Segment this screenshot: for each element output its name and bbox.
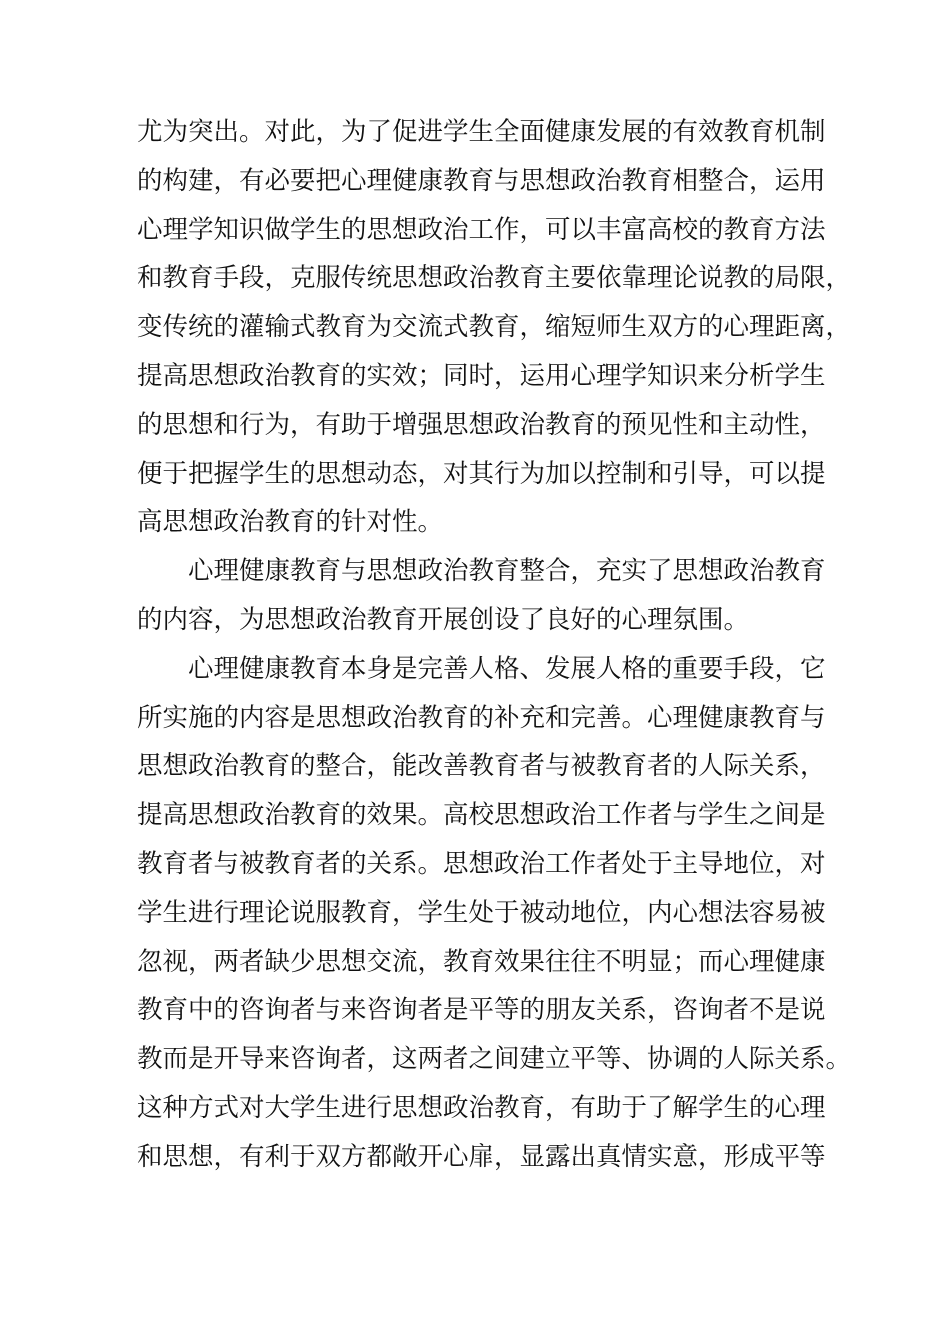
text-line: 提高思想政治教育的效果。高校思想政治工作者与学生之间是 [137, 800, 826, 831]
text-line: 和思想，有利于双方都敞开心扉，显露出真情实意，形成平等 [137, 1141, 826, 1172]
text-line: 的内容，为思想政治教育开展创设了良好的心理氛围。 [137, 604, 750, 635]
text-line: 思想政治教育的整合，能改善教育者与被教育者的人际关系， [137, 751, 826, 782]
body-text [137, 108, 852, 1182]
text-line: 便于把握学生的思想动态，对其行为加以控制和引导，可以提 [137, 458, 826, 489]
text-line: 高思想政治教育的针对性。 [137, 507, 444, 538]
text-line: 学生进行理论说服教育，学生处于被动地位，内心想法容易被 [137, 897, 826, 928]
paragraph-start-line: 心理健康教育与思想政治教育整合，充实了思想政治教育 [188, 556, 826, 587]
text-line: 教育者与被教育者的关系。思想政治工作者处于主导地位，对 [137, 848, 826, 879]
text-line: 变传统的灌输式教育为交流式教育，缩短师生双方的心理距离， [137, 312, 852, 343]
text-line: 教而是开导来咨询者，这两者之间建立平等、协调的人际关系。 [137, 1044, 852, 1075]
text-line: 的思想和行为，有助于增强思想政治教育的预见性和主动性， [137, 409, 826, 440]
text-line: 教育中的咨询者与来咨询者是平等的朋友关系，咨询者不是说 [137, 995, 826, 1026]
text-line: 忽视，两者缺少思想交流，教育效果往往不明显；而心理健康 [137, 946, 826, 977]
text-line: 心理学知识做学生的思想政治工作，可以丰富高校的教育方法 [137, 214, 826, 245]
text-line: 这种方式对大学生进行思想政治教育，有助于了解学生的心理 [137, 1092, 826, 1123]
text-line: 尤为突出。对此，为了促进学生全面健康发展的有效教育机制 [137, 117, 826, 147]
text-line: 和教育手段，克服传统思想政治教育主要依靠理论说教的局限， [137, 263, 852, 294]
text-line: 所实施的内容是思想政治教育的补充和完善。心理健康教育与 [137, 702, 826, 733]
text-line: 的构建，有必要把心理健康教育与思想政治教育相整合，运用 [137, 165, 826, 196]
text-line: 提高思想政治教育的实效；同时，运用心理学知识来分析学生 [137, 360, 826, 391]
paragraph-start-line: 心理健康教育本身是完善人格、发展人格的重要手段，它 [188, 653, 826, 684]
